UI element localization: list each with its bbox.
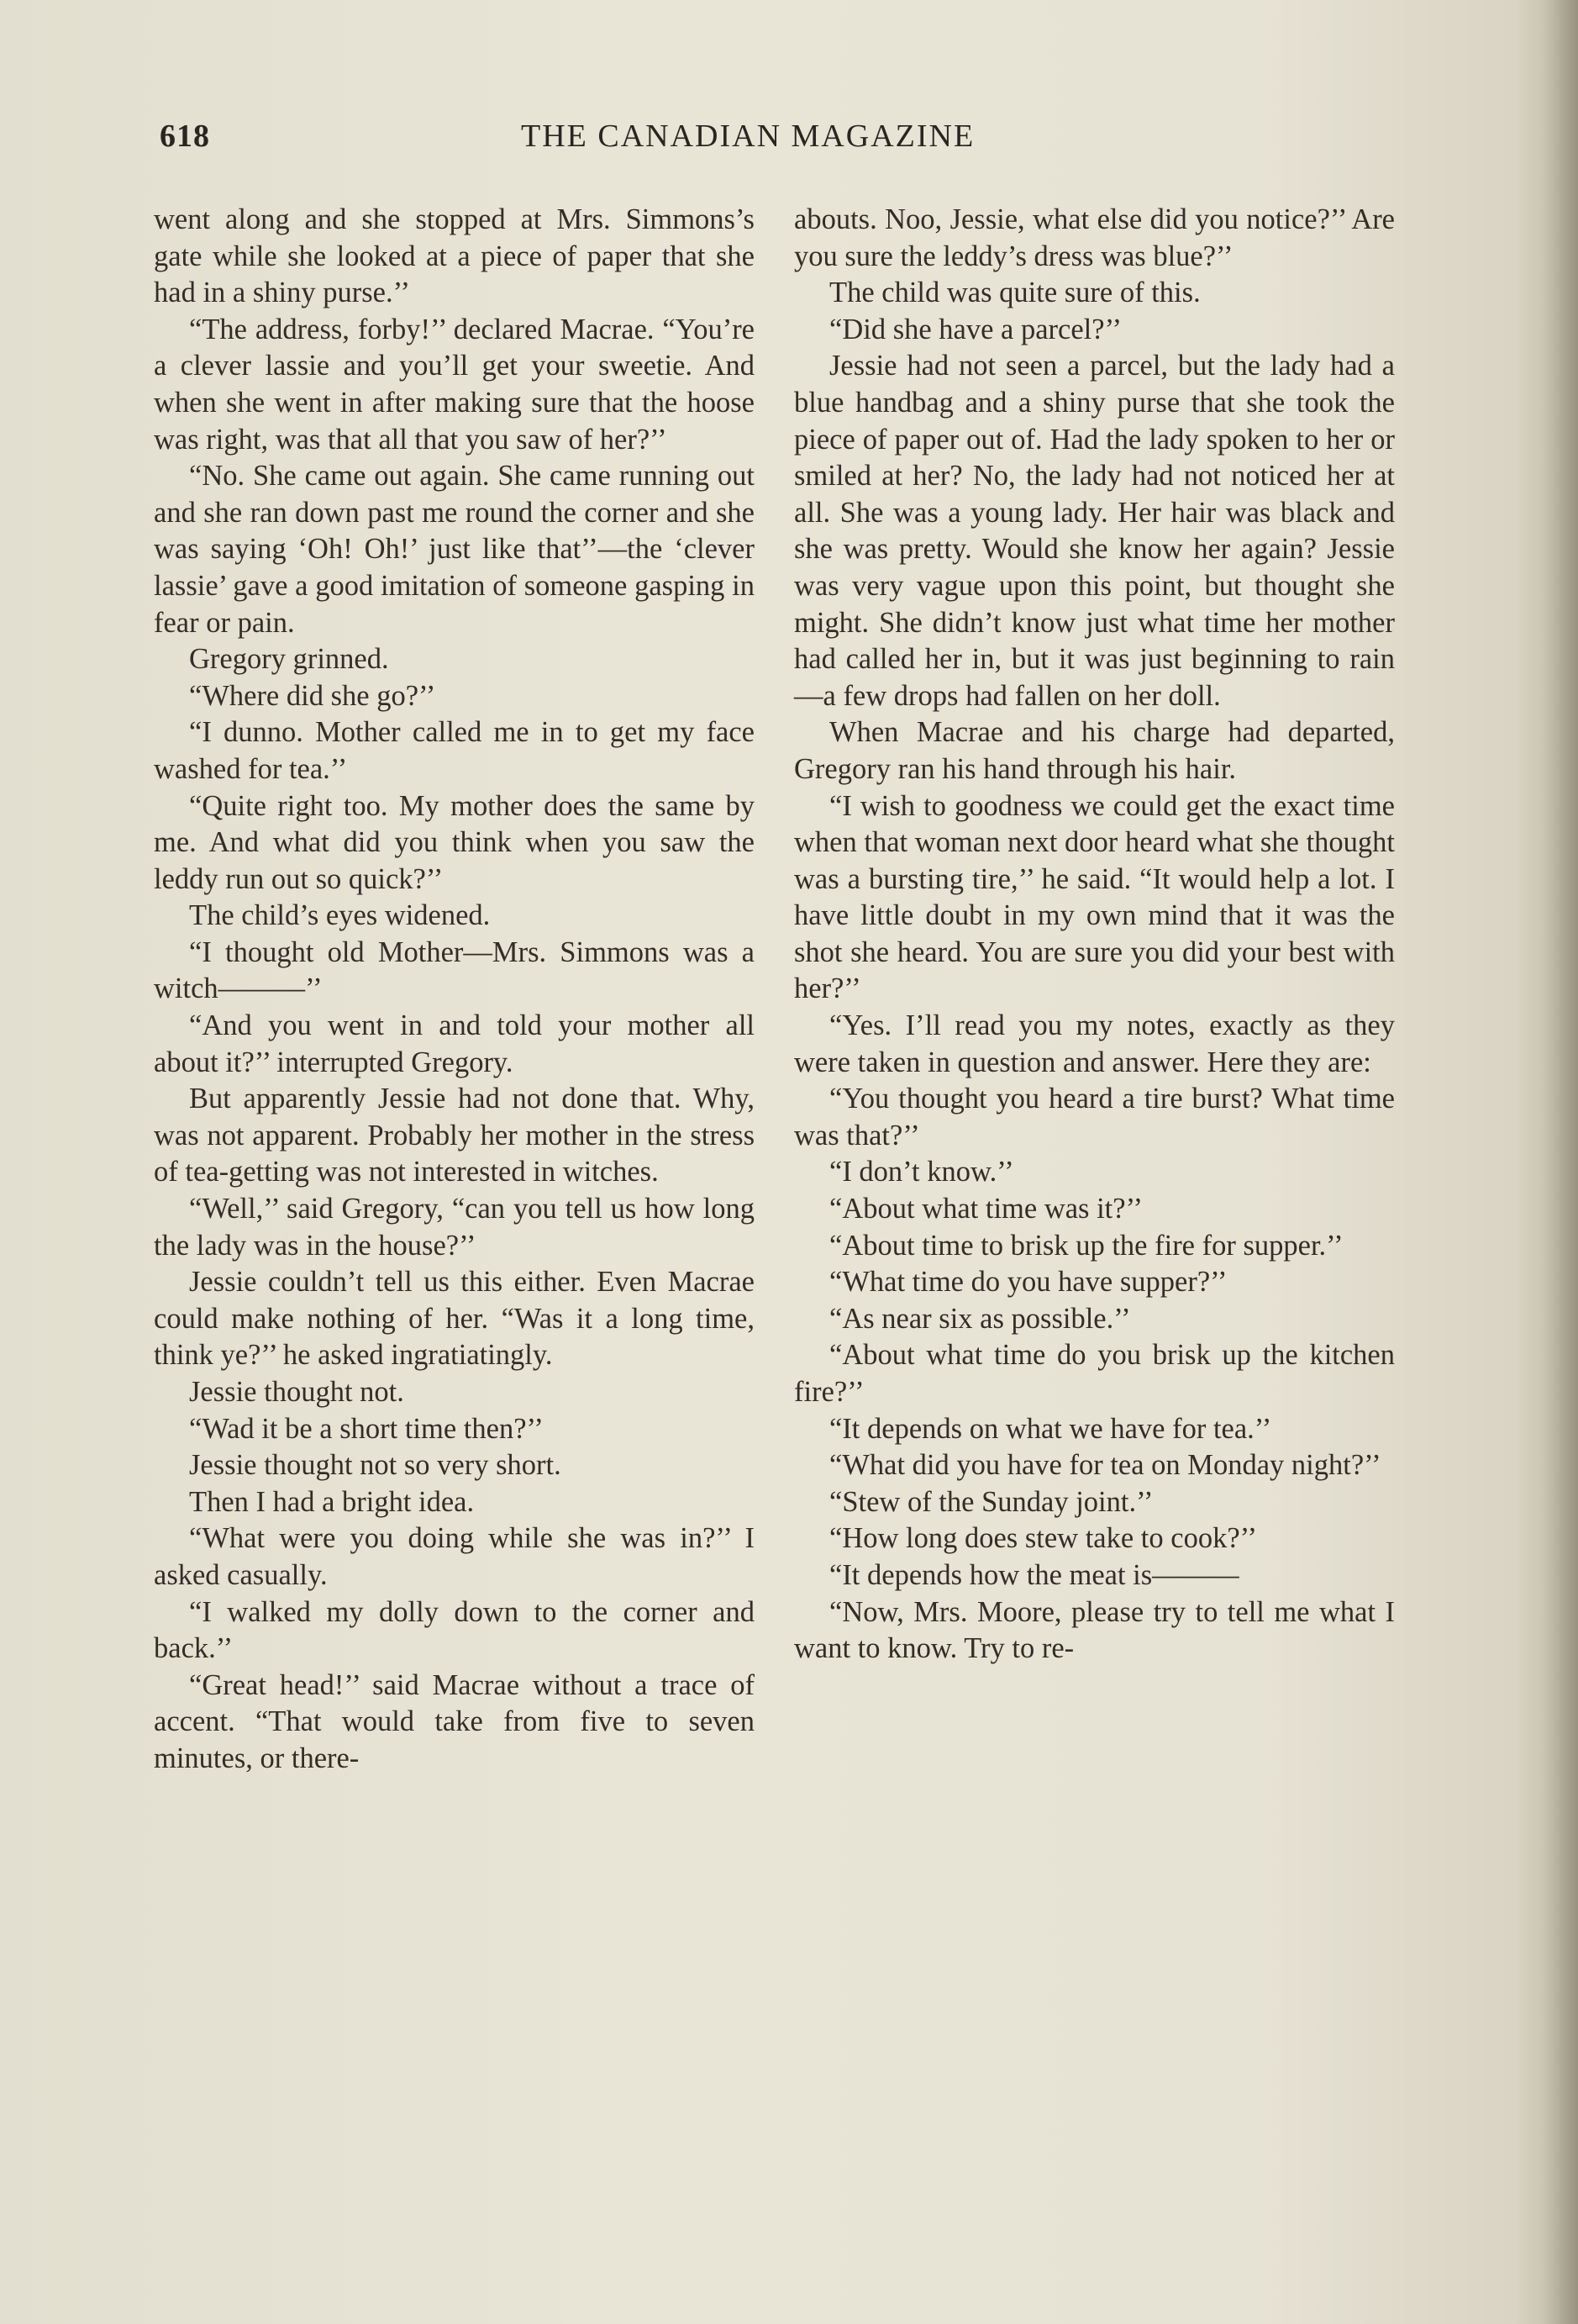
paragraph: “I don’t know.’’ — [829, 1156, 1014, 1188]
paragraph: abouts. Noo, Jessie, what else did you notice?’’ Are you sure the leddy’s dress was blue?’’ — [794, 203, 1395, 272]
left-column — [154, 202, 755, 1778]
paragraph: But apparently Jessie had not done that. Why, was not apparent. Probably her mother in the stress of tea-getting was not interested in witches. — [154, 1083, 755, 1188]
paragraph: “What time do you have supper?’’ — [829, 1266, 1228, 1299]
paragraph: “Great head!’’ said Macrae without a trace of accent. “That would take from five to seven minutes, or there- — [154, 1668, 755, 1774]
paragraph: “Quite right too. My mother does the same by me. And what did you think when you saw the leddy run out so quick?’’ — [154, 789, 755, 895]
paragraph: Then I had a bright idea. — [189, 1485, 475, 1518]
paragraph: “What did you have for tea on Monday night?’’ — [829, 1449, 1381, 1482]
paragraph: “No. She came out again. She came running out and she ran down past me round the corner and she was saying ‘Oh! Oh!’ just like that’’—the ‘clever lassie’ gave a good imitation of someone gasping in fear or pain. — [154, 460, 755, 639]
paragraph: “The address, forby!’’ declared Macrae. “You’re a clever lassie and you’ll get your sweetie. And when she went in after making sure that the hoose was right, was that all that you saw of her?’’ — [154, 313, 755, 456]
paragraph: “I wish to goodness we could get the exact time when that woman next door heard what she thought was a bursting tire,’’ he said. “It would help a lot. I have little doubt in my own mind that it was the shot she heard. You are sure you did your best with her?’’ — [794, 789, 1395, 1005]
paragraph: “And you went in and told your mother all about it?’’ interrupted Gregory. — [154, 1009, 755, 1078]
paragraph: Jessie thought not so very short. — [189, 1449, 561, 1482]
paragraph: “About what time was it?’’ — [829, 1193, 1143, 1225]
paragraph: “About time to brisk up the fire for supper.’’ — [829, 1229, 1344, 1262]
paragraph: When Macrae and his charge had departed, Gregory ran his hand through his hair. — [794, 716, 1395, 785]
paragraph: Jessie couldn’t tell us this either. Even Macrae could make nothing of her. “Was it a long time, think ye?’’ he asked ingratiatingly. — [154, 1266, 755, 1372]
paragraph: went along and she stopped at Mrs. Simmons’s gate while she looked at a piece of paper that she had in a shiny purse.’’ — [154, 203, 755, 309]
paragraph: “What were you doing while she was in?’’ I asked casually. — [154, 1522, 755, 1591]
paragraph: The child’s eyes widened. — [189, 899, 491, 932]
paragraph: “About what time do you brisk up the kitchen fire?’’ — [794, 1339, 1395, 1408]
paragraph: “I thought old Mother—Mrs. Simmons was a witch———’’ — [154, 935, 755, 1005]
page-header — [160, 118, 1403, 168]
paragraph: Jessie thought not. — [189, 1376, 404, 1408]
paragraph: “I dunno. Mother called me in to get my face washed for tea.’’ — [154, 716, 755, 785]
running-title: THE CANADIAN MAGAZINE — [521, 119, 976, 154]
page-edge-shadow — [1544, 0, 1578, 2324]
paragraph: “Wad it be a short time then?’’ — [189, 1412, 544, 1445]
page-number: 618 — [160, 119, 210, 154]
paragraph: “It depends on what we have for tea.’’ — [829, 1412, 1272, 1445]
paragraph: “It depends how the meat is——— — [829, 1558, 1239, 1591]
paragraph: “Yes. I’ll read you my notes, exactly as they were taken in question and answer. Here they are: — [794, 1009, 1395, 1078]
paragraph: “As near six as possible.’’ — [829, 1302, 1131, 1335]
paragraph: “Stew of the Sunday joint.’’ — [829, 1485, 1154, 1518]
paragraph: The child was quite sure of this. — [829, 277, 1201, 309]
paragraph: “Well,’’ said Gregory, “can you tell us how long the lady was in the house?’’ — [154, 1193, 755, 1262]
paragraph: “Now, Mrs. Moore, please try to tell me what I want to know. Try to re- — [794, 1595, 1395, 1665]
paragraph: “I walked my dolly down to the corner and back.’’ — [154, 1595, 755, 1665]
right-column — [794, 202, 1395, 1668]
paragraph: Gregory grinned. — [189, 643, 389, 676]
paragraph: “Where did she go?’’ — [189, 679, 436, 712]
paragraph: Jessie had not seen a parcel, but the lady had a blue handbag and a shiny purse that she took the piece of paper out of. Had the lady spoken to her or smiled at her? No, the lady had not noticed her at all. She was a young lady. Her hair was black and she was pretty. Would she know her again? Jessie was very vague upon this point, but thought she might. She didn’t know just what time her mother had called her in, but it was just beginning to rain—a few drops had fallen on her doll. — [794, 350, 1395, 712]
paragraph: “Did she have a parcel?’’ — [829, 313, 1122, 345]
paragraph: “How long does stew take to cook?’’ — [829, 1522, 1258, 1555]
paragraph: “You thought you heard a tire burst? What time was that?’’ — [794, 1083, 1395, 1151]
